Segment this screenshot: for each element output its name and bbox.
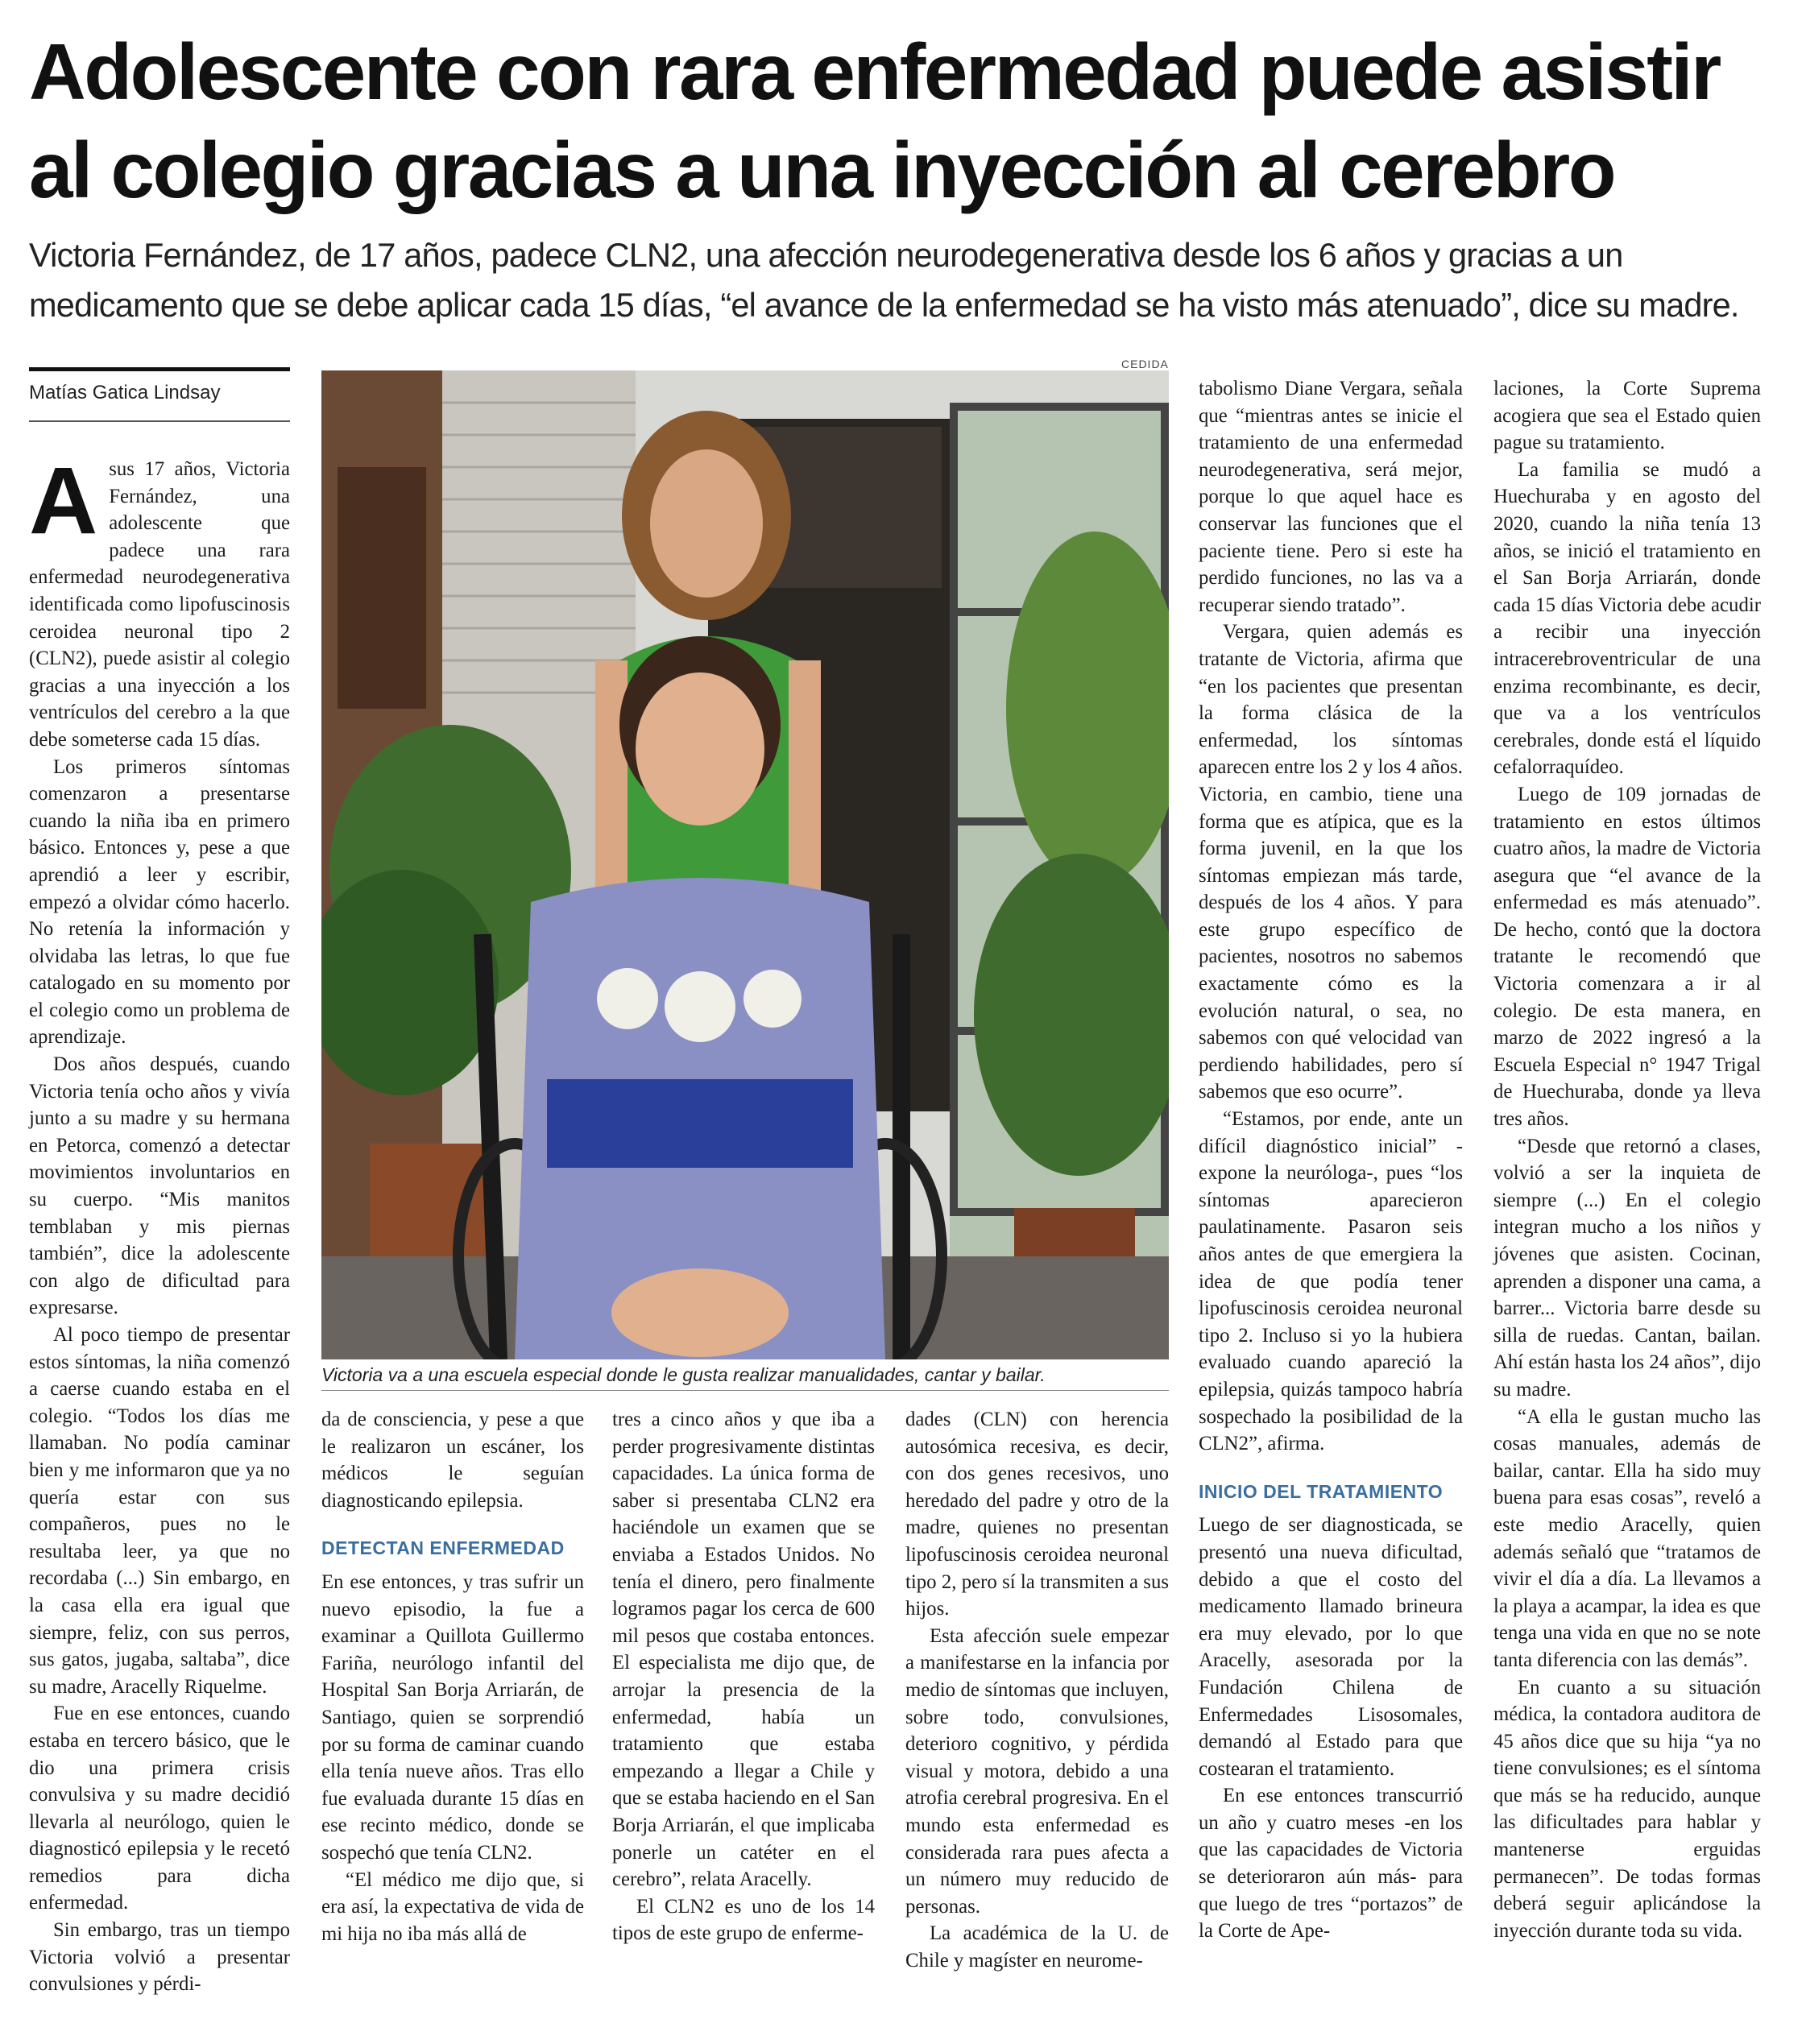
paragraph: El CLN2 es uno de los 14 tipos de este grupo de enferme- [612,1895,875,1945]
paragraph: “A ella le gustan mucho las cosas manuales, además de bailar, cantar. Ella ha sido muy buena para esas cosas”, reveló a este medio Aracelly, quien además señaló que “tratamos de vivir el día a día. La llevamos a la playa a acampar, la idea es que tenga una vida en que no se note tanta diferencia con las demás”. [1493,1405,1761,1671]
article-column-1 [29,448,290,1998]
paragraph: La académica de la U. de Chile y magíster en neurome- [905,1922,1169,1972]
paragraph: Sin embargo, tras un tiempo Victoria volvió a presentar convulsiones y pérdi- [29,1919,290,1996]
paragraph: Al poco tiempo de presentar estos síntomas, la niña comenzó a caerse cuando estaba en el colegio. “Todos los días me llamaban. No podía caminar bien y me informaron que ya no quería estar con sus compañeros, pues no le resultaba leer, ya que no recordaba (...) Sin embargo, en la casa ella era igual que siempre, feliz, con sus perros, sus gatos, jugaba, saltaba”, dice su madre, Aracelly Riquelme. [29,1324,290,1698]
lead-paragraph: Asus 17 años, Victoria Fernández, una adolescente que padece una rara enfermedad neurodegenerativa identificada como lipofuscinosis ceroidea neuronal tipo 2 (CLN2), puede asistir al colegio gracias a una inyección a los ventrículos del cerebro a la que debe someterse cada 15 días. [29,448,290,751]
deck-subtitle: Victoria Fernández, de 17 años, padece CLN2, una afección neurodegenerativa desde los 6 años y gracias a un medicamento que se debe aplicar cada 15 días, “el avance de la enfermedad se ha visto más atenuado”, dice su madre. [29,236,1739,324]
caption-rule [321,1390,1169,1391]
paragraph: En ese entonces, y tras sufrir un nuevo episodio, la fue a examinar a Quillota Guillermo Fariña, neurólogo infantil del Hospital San Borja Arriarán, de Santiago, quien se sorprendió por su forma de caminar cuando ella tenía nueve años. Tras ello fue evaluada durante 15 días en ese recinto médico, donde se sospechó que tenía CLN2. [321,1570,584,1864]
paragraph: “Desde que retornó a clases, volvió a ser la inquieta de siempre (...) En el colegio integran mucho a los niños y jóvenes que asisten. Cocinan, aprenden a disponer una cama, a barrer... Victoria barre desde su silla de ruedas. Cantan, bailan. Ahí están hasta los 24 años”, dijo su madre. [1493,1135,1761,1401]
paragraph: Luego de 109 jornadas de tratamiento en estos últimos cuatro años, la madre de Victoria asegura que “el avance de la enfermedad es más atenuado”. De hecho, contó que la doctora tratante le recomendó que Victoria comenzara a ir al colegio. De esta manera, en marzo de 2022 ingresó a la Escuela Especial n° 1947 Trigal de Huechuraba, donde ya lleva tres años. [1493,783,1761,1131]
paragraph: da de consciencia, y pese a que le realizaron un escáner, los médicos le seguían diagnosticando epilepsia. [321,1409,584,1512]
byline: Matías Gatica Lindsay [29,382,221,403]
paragraph: La familia se mudó a Huechuraba y en agosto del 2020, cuando la niña tenía 13 años, se inició el tratamiento en el San Borja Arriarán, donde cada 15 días Victoria debe acudir a recibir una inyección intracerebroventricular de una enzima recombinante, es decir, que va a los ventrículos cerebrales, donde está el líquido cefalorraquídeo. [1493,458,1761,779]
paragraph: “El médico me dijo que, si era así, la expectativa de vida de mi hija no iba más allá de [321,1868,584,1945]
article-column-5 [1199,375,1463,1945]
byline-bottom-rule [29,420,290,422]
article-column-6 [1493,375,1761,1944]
paragraph: tabolismo Diane Vergara, señala que “mientras antes se inicie el tratamiento de una enfermedad neurodegenerativa, será mejor, porque lo que aquel hace es conservar las funciones que el paciente tiene. Pero si este ha perdido funciones, no las va a recuperar siendo tratado”. [1199,378,1463,616]
subhead-detectan-enfermedad: DETECTAN ENFERMEDAD [321,1537,565,1559]
paragraph: laciones, la Corte Suprema acogiera que sea el Estado quien pague su tratamiento. [1493,378,1761,454]
photo-caption: Victoria va a una escuela especial donde le gusta realizar manualidades, cantar y bailar. [321,1364,1046,1385]
photo-credit: CEDIDA [1121,358,1169,370]
paragraph: En cuanto a su situación médica, la contadora auditora de 45 años dice que su hija “ya no tiene convulsiones; es el síntoma que más se ha reducido, aunque las dificultades para hablar y mantenerse erguidas permanecen”. De todas formas deberá seguir aplicándose la inyección durante toda su vida. [1493,1676,1761,1942]
paragraph: Vergara, quien además es tratante de Victoria, afirma que “en los pacientes que presentan la forma clásica de la enfermedad, los síntomas aparecen entre los 2 y los 4 años. Victoria, en cambio, tiene una forma que es atípica, que es la forma juvenil, en la que los síntomas empiezan más tarde, después de los 4 años. Y para este grupo específico de pacientes, nosotros no sabemos exactamente cómo es la evolución natural, o sea, no sabemos con qué velocidad van perdiendo habilidades, pero sí sabemos que eso ocurre”. [1199,621,1463,1103]
paragraph: Esta afección suele empezar a manifestarse en la infancia por medio de síntomas que incluyen, sobre todo, convulsiones, deterioro cognitivo, y pérdida visual y motora, debido a una atrofia cerebral progresiva. En el mundo esta enfermedad es considerada rara pues afecta a un número muy reducido de personas. [905,1624,1169,1918]
paragraph: dades (CLN) con herencia autosómica recesiva, es decir, con dos genes recesivos, uno heredado del padre y otro de la madre, quienes no presentan lipofuscinosis ceroidea neuronal tipo 2, pero sí la transmiten a sus hijos. [905,1409,1169,1620]
byline-top-rule [29,367,290,371]
paragraph: En ese entonces transcurrió un año y cuatro meses -en los que las capacidades de Victoria se deterioraron aún más- para que luego de tres “portazos” de la Corte de Ape- [1199,1785,1463,1943]
paragraph: “Estamos, por ende, ante un difícil diagnóstico inicial” -expone la neuróloga-, pues “los síntomas aparecieron paulatinamente. Pasaron seis años antes de que emergiera la idea de que podía tener lipofuscinosis ceroidea neuronal tipo 2. Incluso si yo la hubiera evaluado cuando apareció la epilepsia, quizás tampoco habría sospechado la posibilidad de la CLN2”, afirma. [1199,1108,1463,1455]
paragraph: Luego de ser diagnosticada, se presentó una nueva dificultad, debido a que el costo del medicamento llamado brineura era muy elevado, por lo que Aracelly, asesorada por la Fundación Chilena de Enfermedades Lisosomales, demandó al Estado para que costearan el tratamiento. [1199,1514,1463,1780]
article-column-2 [321,1406,584,1947]
paragraph: tres a cinco años y que iba a perder progresivamente distintas capacidades. La única forma de saber si presentaba CLN2 era haciéndole un examen que se enviaba a Estados Unidos. No tenía el dinero, pero finalmente logramos pagar los cerca de 600 mil pesos que costaba entonces. El especialista me dijo que, de arrojar la presencia de la enfermedad, había un tratamiento que estaba empezando a llegar a Chile y que se estaba haciendo en el San Borja Arriarán, el que implicaba ponerle un catéter en el cerebro”, relata Aracelly. [612,1409,875,1891]
article-column-4 [905,1406,1169,1974]
photo-illustration [321,370,1169,1359]
subhead-inicio-del-tratamiento: INICIO DEL TRATAMIENTO [1199,1480,1444,1502]
article-photo [321,370,1169,1359]
paragraph: Los primeros síntomas comenzaron a presentarse cuando la niña iba en primero básico. Entonces y, pese a que aprendió a leer y escribir, empezó a olvidar cómo hacerlo. No retenía la información y olvidaba las letras, lo que fue catalogado en su momento por el colegio como un problema de aprendizaje. [29,755,290,1049]
dropcap: A [29,448,98,554]
article-column-3 [612,1406,875,1947]
headline: Adolescente con rara enfermedad puede asistir al colegio gracias a una inyección al cerebro [29,27,1720,214]
paragraph: Dos años después, cuando Victoria tenía ocho años y vivía junto a su madre y su hermana en Petorca, comenzó a detectar movimientos involuntarios en su cuerpo. “Mis manitos temblaban y mis piernas también”, dice la adolescente con algo de dificultad para expresarse. [29,1053,290,1319]
paragraph: Fue en ese entonces, cuando estaba en tercero básico, que le dio una primera crisis convulsiva y su madre decidió llevarla al neurólogo, quien le diagnosticó epilepsia y le recetó remedios para dicha enfermedad. [29,1703,290,1914]
